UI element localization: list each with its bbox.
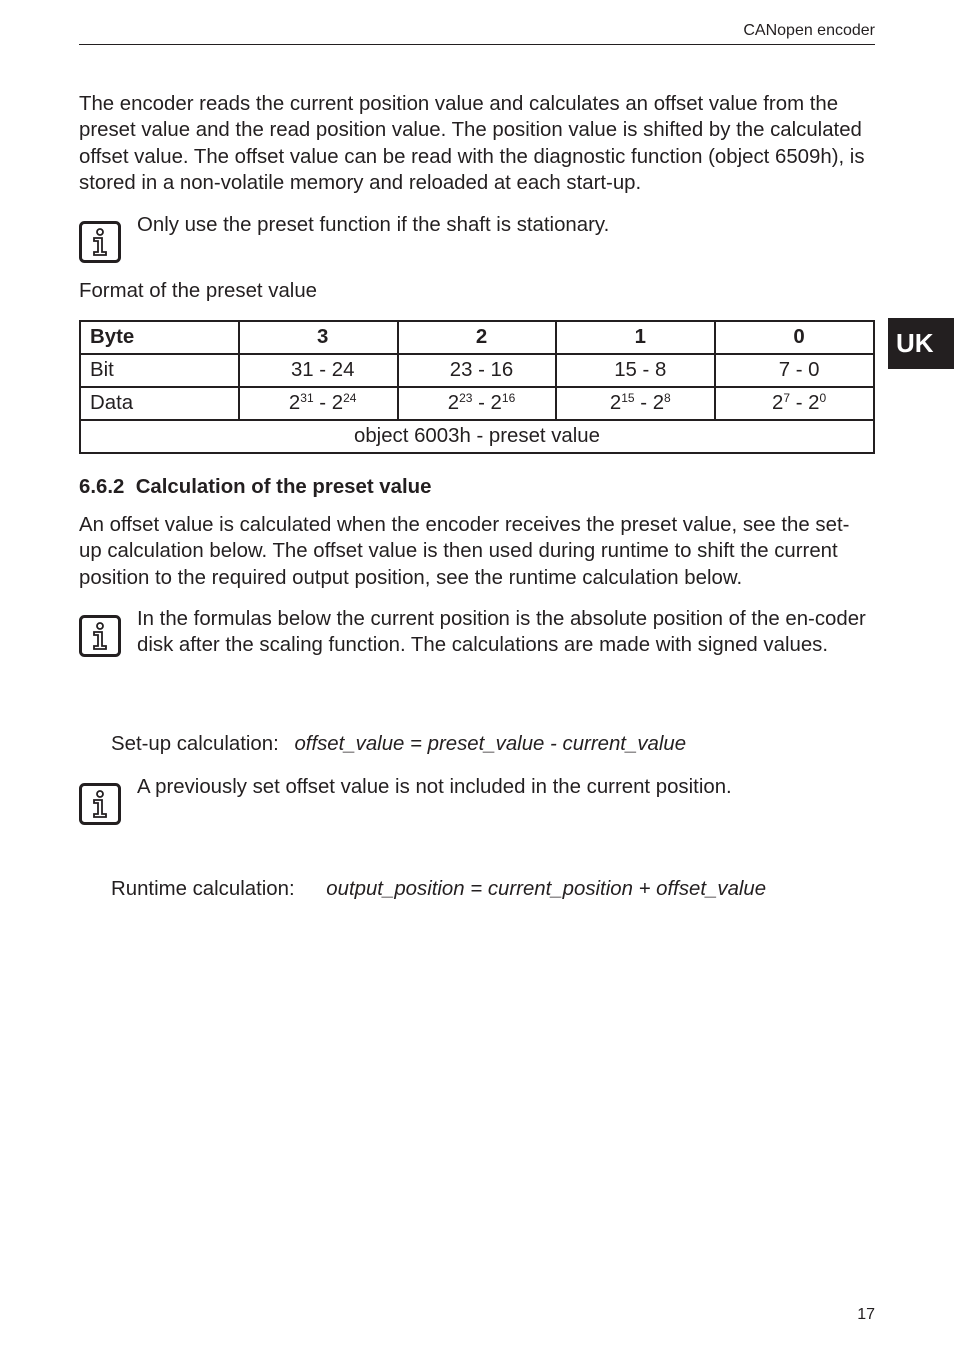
note-text: A previously set offset value is not included in the current position.: [137, 776, 732, 798]
note-text: Only use the preset function if the shaft is stationary.: [137, 214, 610, 236]
table-cell: 23 - 16: [398, 354, 557, 387]
separator: -: [313, 392, 332, 414]
exponent: 15: [621, 391, 635, 405]
exponent: 8: [664, 391, 671, 405]
section-number: 6.6.2: [79, 476, 125, 498]
exponent: 16: [501, 391, 516, 405]
section-title: Calculation of the preset value: [135, 476, 432, 498]
table-cell: 1: [556, 321, 715, 354]
page-number: 17: [857, 1306, 875, 1323]
info-icon: [79, 615, 121, 657]
base: 2: [772, 392, 784, 414]
table-row-bit: [80, 354, 874, 387]
base: 2: [808, 392, 820, 414]
table-cell: 31 - 24: [239, 354, 398, 387]
table-cell: Byte: [80, 321, 239, 354]
table-cell-power-range: [398, 387, 557, 420]
exponent: 23: [459, 391, 473, 405]
preset-format-table: [79, 320, 875, 454]
exponent: 31: [300, 391, 314, 405]
setup-formula: [111, 733, 686, 756]
runtime-formula: [111, 878, 766, 901]
formula-expression: offset_value = preset_value - current_value: [294, 733, 687, 755]
separator: -: [790, 392, 809, 414]
table-cell: Data: [80, 387, 239, 420]
table-cell: 3: [239, 321, 398, 354]
base: 2: [331, 392, 344, 414]
table-cell-power-range: [239, 387, 398, 420]
table-cell-power-range: [556, 387, 715, 420]
table-cell-power-range: [715, 387, 874, 420]
info-icon: [79, 783, 121, 825]
base: 2: [447, 392, 460, 414]
language-tab: UK: [888, 318, 954, 369]
base: 2: [490, 392, 502, 414]
section-heading: [79, 476, 431, 499]
exponent: 0: [819, 391, 827, 405]
formula-expression: output_position = current_position + offset_value: [326, 878, 767, 900]
section-paragraph: An offset value is calculated when the encoder receives the preset value, see the set-up calculation below. The offset value is then used during runtime to shift the current position to the required output position, see the runtime calculation below.: [79, 514, 850, 589]
table-caption: Format of the preset value: [79, 280, 318, 302]
table-row-footer: [80, 420, 874, 453]
base: 2: [288, 392, 301, 414]
exponent: 7: [783, 391, 791, 405]
table-cell: 7 - 0: [715, 354, 874, 387]
separator: -: [634, 392, 653, 414]
formula-label: Runtime calculation:: [111, 878, 295, 900]
table-cell: Bit: [80, 354, 239, 387]
base: 2: [609, 392, 622, 414]
exponent: 24: [343, 391, 357, 405]
table-cell: 15 - 8: [556, 354, 715, 387]
document-title: CANopen encoder: [743, 22, 875, 39]
table-row-data: [80, 387, 874, 420]
table-cell: 2: [398, 321, 557, 354]
page-header: [79, 20, 875, 45]
info-icon: [79, 221, 121, 263]
table-cell: 0: [715, 321, 874, 354]
table-row-byte: [80, 321, 874, 354]
separator: -: [472, 392, 491, 414]
formula-label: Set-up calculation:: [111, 733, 279, 755]
base: 2: [652, 392, 665, 414]
intro-paragraph: The encoder reads the current position value and calculates an offset value from the preset value and the read position value. The position value is shifted by the calculated offset value. The offset value can be read with the diagnostic function (object 6509h), is stored in a non-volatile memory and reloaded at each start-up.: [79, 93, 865, 194]
note-text: In the formulas below the current position is the absolute position of the en-coder disk after the scaling function. The calculations are made with signed values.: [137, 608, 866, 657]
table-footer-cell: object 6003h - preset value: [80, 420, 874, 453]
